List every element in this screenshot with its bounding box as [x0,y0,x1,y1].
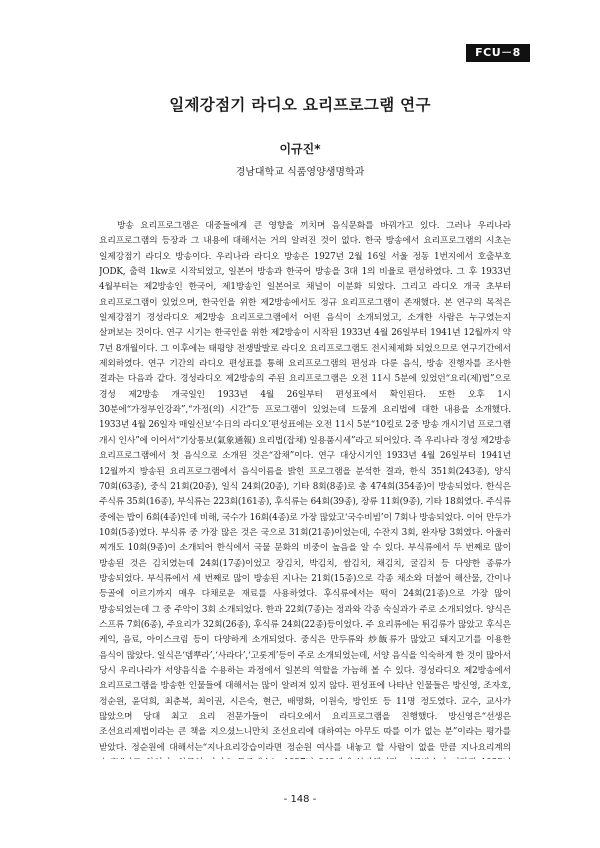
session-code-badge: FCU－8 [466,44,530,62]
abstract-body: 방송 요리프로그램은 대중들에게 큰 영향을 끼치며 음식문화를 바꿔가고 있다. 그러나 우리나라 요리프로그램의 등장과 그 내용에 대해서는 거의 알려진 것이 없다. 한국 방송에서 요리프로그램의 시초는 일제강점기 라디오 방송이다. 우리나라 라디오 방송은 1927년 2월 16일 서울 정동 1번지에서 호출부호 JODK, 출력 1kw로 시작되었고, 일본어 방송과 한국어 방송을 3대 1의 비율로 편성하였다. 그 후 1933년 4월부터는 제2방송인 한국어, 제1방송인 일본어로 채널이 이분화 되었다. 그리고 라디오 개국 초부터 요리프로그램이 있었으며, 한국인을 위한 제2방송에서도 정규 요리프로그램이 존재했다. 본 연구의 목적은 일제강점기 경성라디오 제2방송 요리프로그램에서 어떤 음식이 소개되었고, 소개한 사람은 누구였는지 살펴보는 것이다. 연구 시기는 한국인을 위한 제2방송이 시작된 1933년 4월 26일부터 1941년 12월까지 약 7년 8개월이다. 그 이후에는 태평양 전쟁발발로 라디오 요리프로그램도 전시체제화 되었으므로 연구기간에서 제외하였다. 연구 기간의 라디오 편성표를 통해 요리프로그램의 편성과 다룬 음식, 방송 진행자를 조사한 결과는 다음과 같다. 경성라디오 제2방송의 주된 요리프로그램은 오전 11시 5분에 있었던“요리(제)법”으로 경성 제2방송 개국일인 1933년 4월 26일부터 편성표에서 확인된다. 또한 오후 1시 30분에“가정부인강좌”,“가정(의) 시간”등 프로그램이 있었는데 드물게 요리법에 대한 내용을 소개했다. 1933년 4월 26일자 매일신보‘수日의 라디오’편성표에는 오전 11시 5분“10킬로 2중 방송 개시기념 프로그램 개시 인사”에 이어서“기상통보(氣象通報) 요리법(잡채) 일용품시세”라고 되어있다. 즉 우리나라 경성 제2방송 요리프로그램에서 첫 음식으로 소개된 것은“잡채”이다. 연구 대상시기인 1933년 4월 26일부터 1941년 12월까지 방송된 요리프로그램에서 음식이름을 밝힌 프로그램을 분석한 결과, 한식 351회(243종), 양식 70회(63종), 중식 21회(20종), 일식 24회(20종), 기타 8회(8종)로 총 474회(354종)이 방송되었다. 한식은 주식류 35회(16종), 부식류는 223회(161종), 후식류는 64회(39종), 장류 11회(9종), 기타 18회였다. 주식류 중에는 밥이 6회(4종)인데 비해, 국수가 16회(4종)로 가장 많았고‘국수비빔’이 7회나 방송되었다. 이어 만두가 10회(5종)였다. 부식류 중 가장 많은 것은 국으로 31회(21종)이었는데, 수잔지 3회, 완자탕 3회였다. 아울러 찌개도 10회(9종)이 소개되어 한식에서 국물 문화의 비중이 높음을 알 수 있다. 부식류에서 두 번째로 많이 방송된 것은 김치였는데 24회(17종)이었고 장김치, 박김치, 쌈김치, 채김치, 굴김치 등 다양한 종류가 방송되었다. 부식류에서 세 번째로 많이 방송된 지나는 21회(15종)으로 각종 채소와 더불어 해산물, 간이나 등골에 이르기까지 매우 다채로운 재료를 사용하였다. 후식류에서는 떡이 24회(21종)으로 가장 많이 방송되었는데 그 중 주악이 3회 소개되었다. 한과 22회(7종)는 정과와 각종 숙실과가 주로 소개되었다. 양식은 스프류 7회(6종), 주요리가 32회(26종), 후식류 24회(22종)등이었다. 주 요리류에는 튀김류가 많았고 후식은 케익, 음료, 아이스크림 등이 다양하게 소개되었다. 중식은 만두류와 炒飯류가 많았고 돼지고기를 이용한 음식이 많았다. 일식은‘뎀뿌라’,‘사라다’,‘고롯게’등이 주로 소개되었는데, 서양 음식을 익숙하게 한 것이 많아서 당시 우리나라가 서양음식을 수용하는 과정에서 일본의 역할을 가늠해 볼 수 있다. 경성라디오 제2방송에서 요리프로그램을 방송한 인물들에 대해서는 많이 알려져 있지 않다. 편성표에 나타난 인물들은 방신영, 조자호, 정순원, 윤덕희, 최춘복, 최이권, 시은숙, 현근, 배명화, 이원숙, 방인또 등 11명 정도였다. 교수, 교사가 많았으며 당대 최고 요리 전문가들이 라디오에서 요리프로그램을 진행했다. 방신영은“선생은 조선요리제법이라는 큰 책을 지으셨느니만치 조선요리에 대하여는 아무도 따를 이가 없는 분”이라는 평가를 받았다. 정순원에 대해서는“지나요리강습이라면 정순원 여사를 내놓고 할 사람이 없을 만큼 지나요리계의 [99,221,511,753]
author-affiliation: 경남대학교 식품영양생명학과 [235,167,365,178]
paper-title: 일제강점기 라디오 요리프로그램 연구 [169,96,431,114]
author-name: 이규진* [279,142,321,156]
page-number: - 148 - [283,794,317,805]
